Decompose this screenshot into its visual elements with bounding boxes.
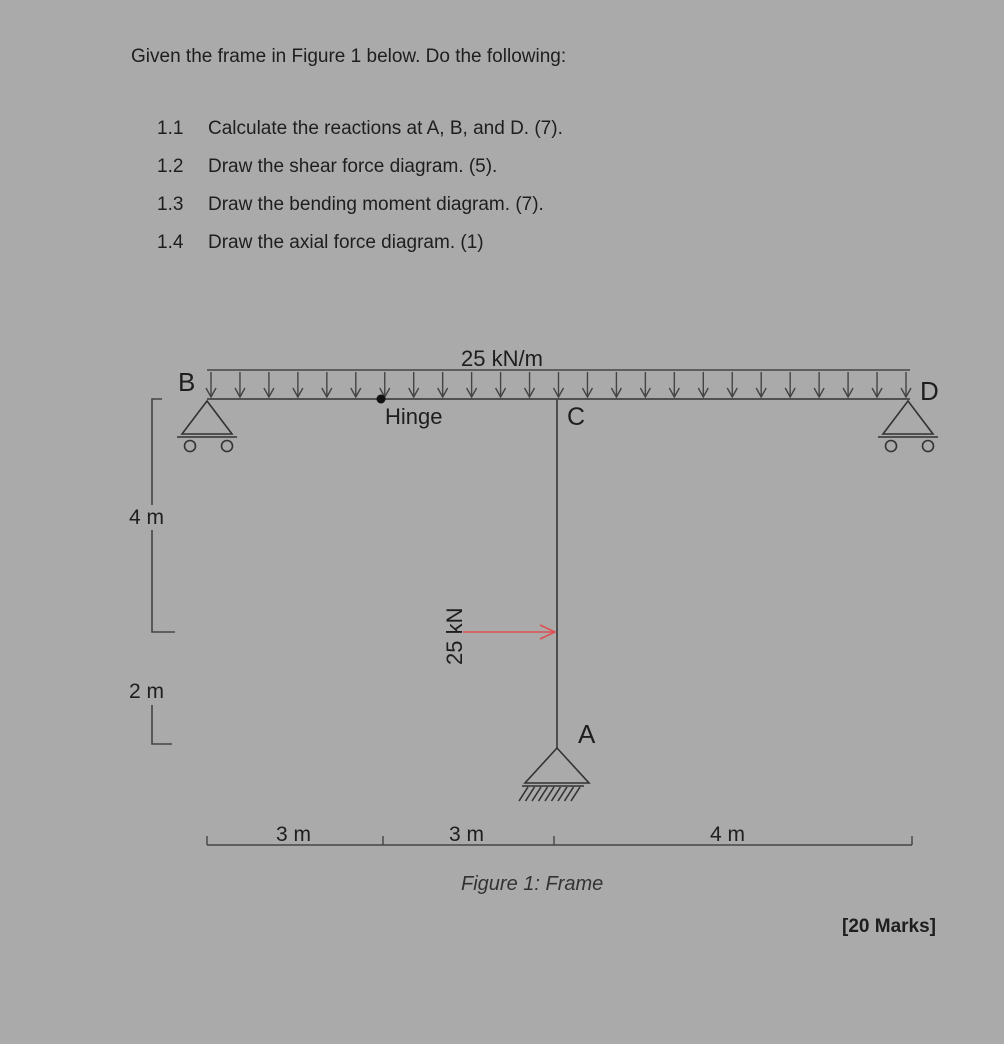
node-label-c: C [567,403,586,431]
distributed-load-label: 25 kN/m [461,346,543,371]
dimension-label-vertical-lower: 2 m [129,680,165,703]
task-number: 1.3 [157,194,184,215]
figure-caption: Figure 1: Frame [461,873,604,895]
dimension-label-span-2: 3 m [449,823,485,846]
hinge-label: Hinge [385,404,443,429]
marks-total: [20 Marks] [842,916,936,937]
task-number: 1.4 [157,232,184,253]
roller-support-b [177,401,237,452]
task-number: 1.2 [157,156,184,177]
node-label-b: B [178,367,196,397]
distributed-load-arrows [206,372,911,397]
node-label-a: A [578,719,596,749]
dimension-label-span-1: 3 m [276,823,312,846]
hinge-point [377,395,386,404]
pin-support-a [519,748,589,801]
task-text: Calculate the reactions at A, B, and D. (7). [208,118,563,139]
task-number: 1.1 [157,118,184,139]
task-text: Draw the bending moment diagram. (7). [208,194,544,215]
question-intro: Given the frame in Figure 1 below. Do the following: [131,46,567,67]
dimension-label-vertical-upper: 4 m [129,506,165,529]
task-text: Draw the axial force diagram. (1) [208,232,484,253]
horizontal-dimension-lines [207,836,912,845]
point-load-label: 25 kN [442,607,467,665]
dimension-label-span-3: 4 m [710,823,746,846]
task-text: Draw the shear force diagram. (5). [208,156,498,177]
roller-support-d [878,401,938,452]
node-label-d: D [920,376,939,406]
